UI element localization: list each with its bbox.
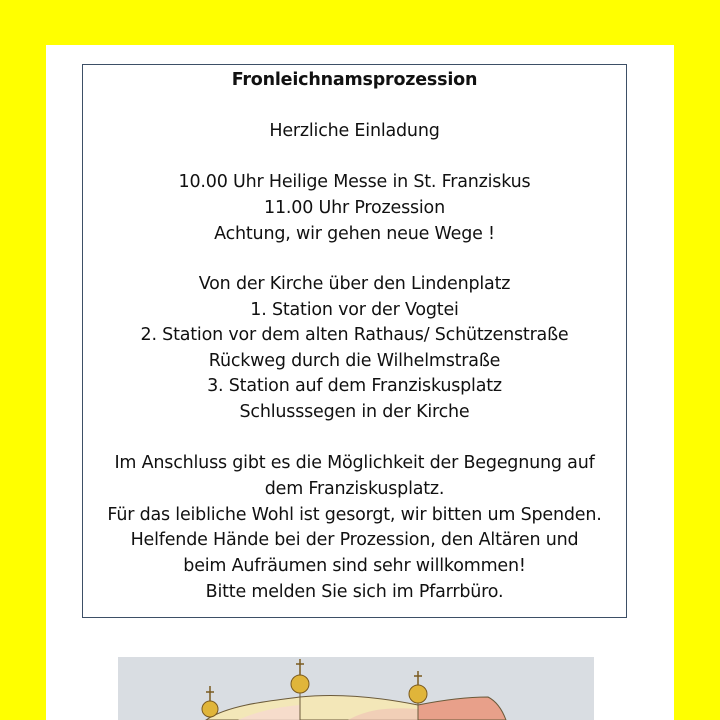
route-line: 3. Station auf dem Franziskusplatz <box>207 376 502 396</box>
invitation-line: Herzliche Einladung <box>269 121 440 141</box>
flyer-page <box>46 45 674 720</box>
schedule-line: Achtung, wir gehen neue Wege ! <box>214 224 495 244</box>
notice-box <box>82 64 627 618</box>
route-line: Rückweg durch die Wilhelmstraße <box>208 351 501 371</box>
schedule-line: 11.00 Uhr Prozession <box>264 198 445 218</box>
route-line: 1. Station vor der Vogtei <box>250 300 459 320</box>
info-line: Bitte melden Sie sich im Pfarrbüro. <box>205 582 504 602</box>
info-line: dem Franziskusplatz. <box>264 479 445 499</box>
route-line: Schlusssegen in der Kirche <box>239 402 470 422</box>
route-line: Von der Kirche über den Lindenplatz <box>198 274 511 294</box>
notice-title: Fronleichnamsprozession <box>231 70 478 90</box>
canopy-illustration <box>118 657 594 720</box>
info-line: Helfende Hände bei der Prozession, den Altären und <box>130 530 579 550</box>
info-line: beim Aufräumen sind sehr willkommen! <box>183 556 526 576</box>
route-line: 2. Station vor dem alten Rathaus/ Schützenstraße <box>140 325 569 345</box>
schedule-line: 10.00 Uhr Heilige Messe in St. Franziskus <box>178 172 531 192</box>
info-line: Im Anschluss gibt es die Möglichkeit der Begegnung auf <box>114 453 595 473</box>
info-line: Für das leibliche Wohl ist gesorgt, wir bitten um Spenden. <box>107 505 602 525</box>
canopy-drawing-icon <box>118 657 594 720</box>
